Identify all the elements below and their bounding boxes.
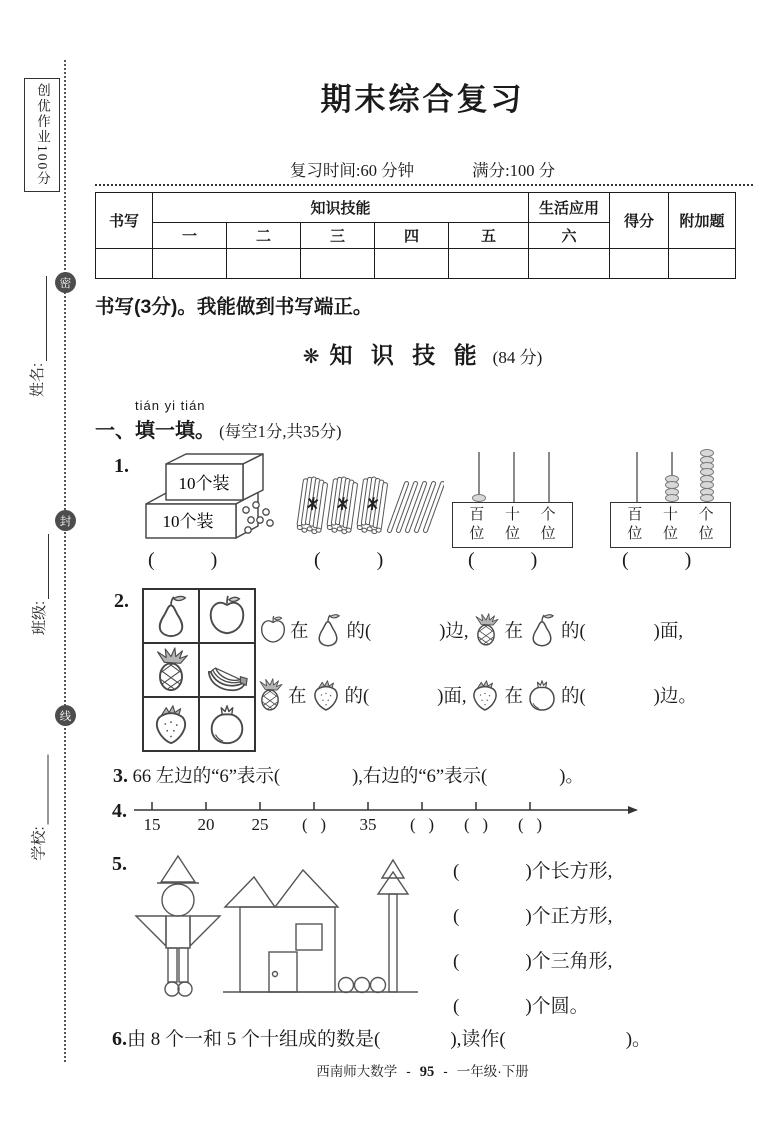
score-cell xyxy=(610,249,669,279)
q3-text: 66 左边的“6”表示( xyxy=(132,767,281,787)
q3-number: 3. xyxy=(113,765,128,787)
number-line-axis xyxy=(132,798,642,816)
abacus-right xyxy=(610,452,734,548)
hundreds-rod xyxy=(636,452,638,502)
score-cell xyxy=(375,249,449,279)
q6-number: 6. xyxy=(112,1028,127,1050)
grid-cell-pear xyxy=(143,589,199,643)
ones-label: 个位 xyxy=(540,507,556,542)
col-knowledge: 知识技能 xyxy=(153,193,529,223)
score-cell xyxy=(301,249,375,279)
section-5: 五 xyxy=(449,223,529,249)
q5-circle-blank: ( )个圆。 xyxy=(453,996,589,1017)
q2-text: 在 xyxy=(504,622,523,642)
col-life-application: 生活应用 xyxy=(529,193,610,223)
tick-label: 20 xyxy=(197,815,215,834)
q3-text: )。 xyxy=(559,767,584,787)
q-group-title: 一、填一填。 xyxy=(95,420,215,442)
ones-rod xyxy=(548,452,550,502)
q1-answer-blank: ( ) xyxy=(622,549,692,571)
q2-text: )边, xyxy=(439,622,469,642)
pear-icon xyxy=(524,612,560,648)
hundreds-label: 百位 xyxy=(627,507,643,542)
section-points: (84 分) xyxy=(492,348,543,367)
score-table xyxy=(95,192,736,279)
ones-rod xyxy=(706,452,708,502)
school-blank-line xyxy=(32,754,49,824)
col-writing: 书写 xyxy=(96,193,153,249)
seal-dotted-line xyxy=(64,60,66,1062)
q5-triangle-blank: ( )个三角形, xyxy=(453,951,613,972)
score-cell xyxy=(449,249,529,279)
page-footer xyxy=(95,1060,750,1081)
q2-text: )面, xyxy=(437,687,467,707)
section-4: 四 xyxy=(375,223,449,249)
header-dotted-rule xyxy=(95,184,753,186)
grid-cell-pomegranate xyxy=(199,697,255,751)
score-cell xyxy=(669,249,736,279)
q5-rectangle-blank: ( )个长方形, xyxy=(453,861,613,882)
grid-cell-apple xyxy=(199,589,255,643)
place-value-box xyxy=(610,502,731,548)
col-bonus: 附加题 xyxy=(669,193,736,249)
tick-label: 25 xyxy=(251,815,269,834)
strawberry-icon xyxy=(308,677,344,713)
q1-number: 1. xyxy=(114,455,129,477)
hundreds-label: 百位 xyxy=(469,507,485,542)
tens-label: 十位 xyxy=(662,507,678,542)
q6-text: 由 8 个一和 5 个十组成的数是( xyxy=(127,1029,381,1050)
exam-meta xyxy=(95,157,750,181)
q2-text: 在 xyxy=(504,687,523,707)
abacus-left xyxy=(452,452,576,548)
q2-sentence-2 xyxy=(252,677,697,713)
q2-text: 在 xyxy=(290,622,309,642)
seal-stamp-mi: 密 xyxy=(55,272,76,293)
strawberry-icon xyxy=(467,677,503,713)
name-field xyxy=(25,247,47,397)
section-2: 二 xyxy=(227,223,301,249)
grid-cell-strawberry xyxy=(143,697,199,751)
tick-label-blank: ( ) xyxy=(517,815,543,834)
class-label: 班级: xyxy=(31,600,48,635)
grid-cell-pineapple xyxy=(143,643,199,697)
q3 xyxy=(113,762,584,788)
dash: - xyxy=(406,1064,411,1079)
section-6: 六 xyxy=(529,223,610,249)
full-score: 满分:100 分 xyxy=(472,161,556,180)
tick-label-blank: ( ) xyxy=(301,815,327,834)
page-number: 95 xyxy=(419,1064,435,1080)
score-cell xyxy=(153,249,227,279)
section-1: 一 xyxy=(153,223,227,249)
q2-text: )边。 xyxy=(653,687,697,707)
col-score: 得分 xyxy=(610,193,669,249)
q2-text: )面, xyxy=(653,622,683,642)
q1-boxes-illustration xyxy=(138,452,290,542)
review-time: 复习时间:60 分钟 xyxy=(289,161,415,180)
seal-stamp-xian: 线 xyxy=(55,705,76,726)
strawberry-icon xyxy=(148,701,194,747)
pineapple-icon xyxy=(253,678,287,712)
tick-label-blank: ( ) xyxy=(463,815,489,834)
stick-bundles xyxy=(296,476,388,535)
q5-shape-picture xyxy=(128,852,423,1010)
tens-rod xyxy=(513,452,515,502)
abacus-bead xyxy=(700,494,714,502)
q1-answer-blank: ( ) xyxy=(314,549,384,571)
q2-text: 的( xyxy=(561,687,586,707)
q3-text: ),右边的“6”表示( xyxy=(352,767,488,787)
shape-tree xyxy=(378,860,408,992)
grid-cell-banana xyxy=(199,643,255,697)
shape-house xyxy=(225,870,338,992)
q2-text: 在 xyxy=(288,687,307,707)
score-cell xyxy=(96,249,153,279)
q5-square-blank: ( )个正方形, xyxy=(453,906,613,927)
pomegranate-icon xyxy=(524,677,560,713)
volume: 一年级·下册 xyxy=(456,1064,529,1079)
box-label-top: 10个装 xyxy=(178,474,230,493)
question-group-heading xyxy=(95,398,342,443)
name-blank-line xyxy=(30,276,47,361)
pomegranate-icon xyxy=(204,701,250,747)
fruit-position-grid xyxy=(142,588,256,752)
tens-rod xyxy=(671,452,673,502)
q1-answer-blank: ( ) xyxy=(148,549,218,571)
name-label: 姓名: xyxy=(29,362,46,397)
section-title: 知 识 技 能 xyxy=(329,342,483,368)
writing-note: 书写(3分)。我能做到书写端正。 xyxy=(95,296,373,318)
tens-label: 十位 xyxy=(504,507,520,542)
shape-bushes xyxy=(339,978,386,993)
q2-sentence-1 xyxy=(256,612,683,648)
q2-text: 的( xyxy=(561,622,586,642)
pear-icon xyxy=(310,612,346,648)
q5-number: 5. xyxy=(112,853,127,875)
school-label: 学校: xyxy=(30,826,48,861)
q1-answer-blank: ( ) xyxy=(468,549,538,571)
tick-label-blank: ( ) xyxy=(409,815,435,834)
ones-label: 个位 xyxy=(698,507,714,542)
abacus-rods xyxy=(610,452,734,502)
q4-number-line xyxy=(132,798,642,840)
abacus-rods xyxy=(452,452,576,502)
pineapple-icon xyxy=(469,613,503,647)
q6 xyxy=(112,1024,651,1051)
class-blank-line xyxy=(32,534,49,599)
q6-text: ),读作( xyxy=(450,1029,506,1050)
box-label-bottom: 10个装 xyxy=(162,512,214,531)
tick-label: 35 xyxy=(359,815,377,834)
shape-person xyxy=(136,856,220,996)
workbook-badge: 创优作业100分 xyxy=(24,78,60,192)
pear-icon xyxy=(148,593,194,639)
publisher: 西南师大数学 xyxy=(316,1064,398,1079)
q2-text: 的( xyxy=(346,622,372,642)
loose-sticks xyxy=(387,481,444,533)
q2-number: 2. xyxy=(114,590,129,612)
section-3: 三 xyxy=(301,223,375,249)
abacus-bead xyxy=(472,494,486,502)
abacus-bead xyxy=(665,494,679,502)
class-field xyxy=(27,505,49,635)
q-group-points: (每空1分,共35分) xyxy=(219,422,342,441)
school-field xyxy=(27,726,49,861)
tick-label: 15 xyxy=(143,815,161,834)
q1-sticks-illustration xyxy=(296,474,444,542)
dash: - xyxy=(443,1064,448,1079)
pinyin-annotation: tián yi tián xyxy=(135,398,206,413)
score-cell xyxy=(529,249,610,279)
q4-number: 4. xyxy=(112,800,127,822)
section-header xyxy=(95,337,750,370)
pineapple-icon xyxy=(148,647,194,693)
page-title: 期末综合复习 xyxy=(320,82,525,117)
q6-text: )。 xyxy=(625,1029,652,1050)
seal-stamp-feng: 封 xyxy=(55,510,76,531)
banana-icon xyxy=(204,647,250,693)
flower-icon: ❋ xyxy=(302,344,320,368)
hundreds-rod xyxy=(478,452,480,502)
apple-icon xyxy=(204,593,250,639)
place-value-box xyxy=(452,502,573,548)
score-cell xyxy=(227,249,301,279)
q2-text: 的( xyxy=(344,687,370,707)
apple-icon xyxy=(257,614,289,646)
